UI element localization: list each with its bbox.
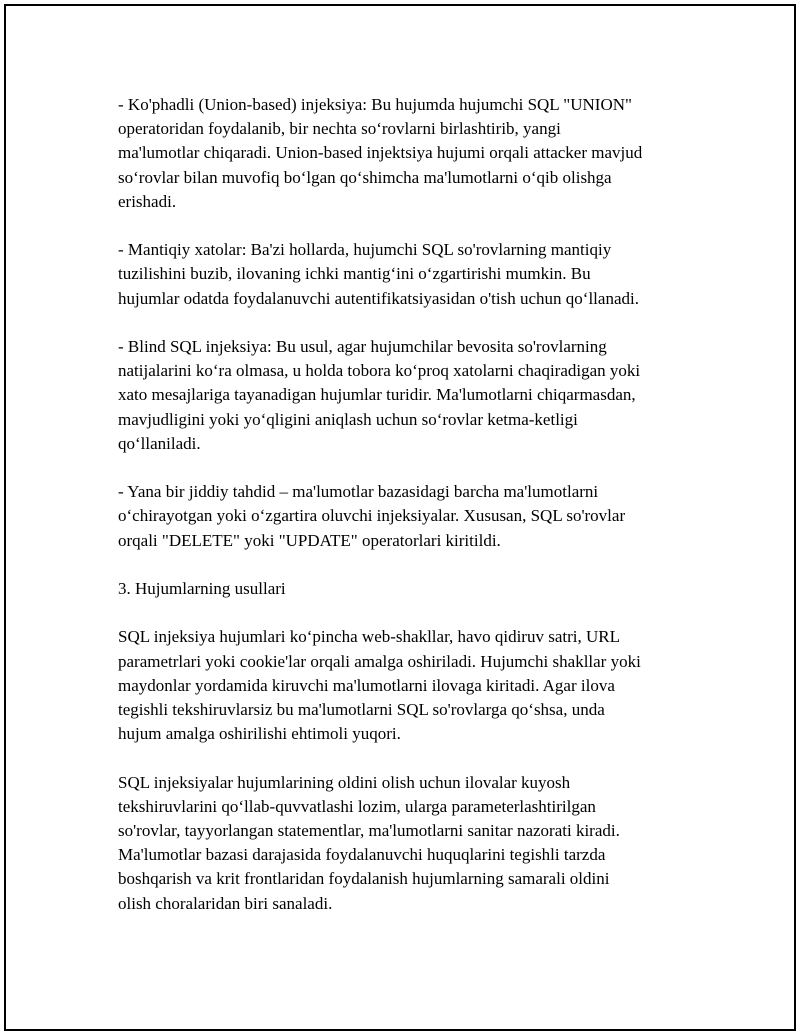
text-line: SQL injeksiyalar hujumlarining oldini olish uchun ilovalar kuyosh	[118, 772, 571, 792]
text-line: o‘chirayotgan yoki o‘zgartira oluvchi injeksiyalar. Xususan, SQL so'rovlar	[118, 506, 626, 526]
paragraph-serious-threat	[118, 480, 708, 553]
text-line: SQL injeksiya hujumlari ko‘pincha web-shakllar, havo qidiruv satri, URL	[118, 627, 620, 647]
text-line: erishadi.	[118, 191, 177, 211]
text-line: maydonlar yordamida kiruvchi ma'lumotlarni ilovaga kiritadi. Agar ilova	[118, 675, 615, 695]
text-line: olish choralaridan biri sanaladi.	[118, 893, 333, 913]
text-line: parametrlari yoki cookie'lar orqali amalga oshiriladi. Hujumchi shakllar yoki	[118, 651, 641, 671]
text-line: hujumlar odatda foydalanuvchi autentifikatsiyasidan o'tish uchun qo‘llanadi.	[118, 288, 639, 308]
text-line: - Blind SQL injeksiya: Bu usul, agar hujumchilar bevosita so'rovlarning	[118, 337, 607, 356]
text-line: qo‘llaniladi.	[118, 433, 201, 453]
text-line: boshqarish va krit frontlaridan foydalanish hujumlarning samarali oldini	[118, 869, 610, 889]
text-line: operatoridan foydalanib, bir nechta so‘rovlarni birlashtirib, yangi	[118, 119, 561, 139]
text-line: - Mantiqiy xatolar: Ba'zi hollarda, hujumchi SQL so'rovlarning mantiqiy	[118, 240, 612, 260]
text-line: xato mesajlariga tayanadigan hujumlar turidir. Ma'lumotlarni chiqarmasdan,	[118, 385, 636, 405]
text-line: - Yana bir jiddiy tahdid – ma'lumotlar bazasidagi barcha ma'lumotlarni	[118, 482, 599, 502]
paragraph-union-based	[118, 93, 708, 214]
text-line: hujum amalga oshirilishi ehtimoli yuqori.	[118, 724, 401, 744]
text-line: mavjudligini yoki yo‘qligini aniqlash uchun so‘rovlar ketma-ketligi	[118, 409, 578, 429]
text-line: ma'lumotlar chiqaradi. Union-based injektsiya hujumi orqali attacker mavjud	[118, 143, 643, 163]
text-line: orqali "DELETE" yoki "UPDATE" operatorlari kiritildi.	[118, 530, 501, 550]
text-line: natijalarini ko‘ra olmasa, u holda tobora ko‘proq xatolarni chaqiradigan yoki	[118, 361, 641, 381]
section-heading	[118, 577, 708, 601]
text-line: Ma'lumotlar bazasi darajasida foydalanuvchi huquqlarini tegishli tarzda	[118, 845, 606, 865]
text-line: tuzilishini buzib, ilovaning ichki mantig‘ini o‘zgartirishi mumkin. Bu	[118, 264, 591, 284]
paragraph-logic-errors	[118, 238, 708, 311]
paragraph-attack-vectors	[118, 625, 708, 746]
text-line: tekshiruvlarini qo‘llab-quvvatlashi lozim, ularga parameterlashtirilgan	[118, 796, 596, 816]
text-line: tegishli tekshiruvlarsiz bu ma'lumotlarni SQL so'rovlarga qo‘shsa, unda	[118, 700, 605, 719]
paragraph-prevention	[118, 771, 708, 916]
paragraph-blind-sql	[118, 335, 708, 456]
document-body	[118, 93, 708, 940]
text-line: so'rovlar, tayyorlangan statementlar, ma'lumotlarni sanitar nazorati kiradi.	[118, 821, 620, 840]
text-line: so‘rovlar bilan muvofiq bo‘lgan qo‘shimcha ma'lumotlarni o‘qib olishga	[118, 167, 612, 187]
heading-text: 3. Hujumlarning usullari	[118, 579, 286, 598]
text-line: - Ko'phadli (Union-based) injeksiya: Bu hujumda hujumchi SQL "UNION"	[118, 95, 632, 114]
